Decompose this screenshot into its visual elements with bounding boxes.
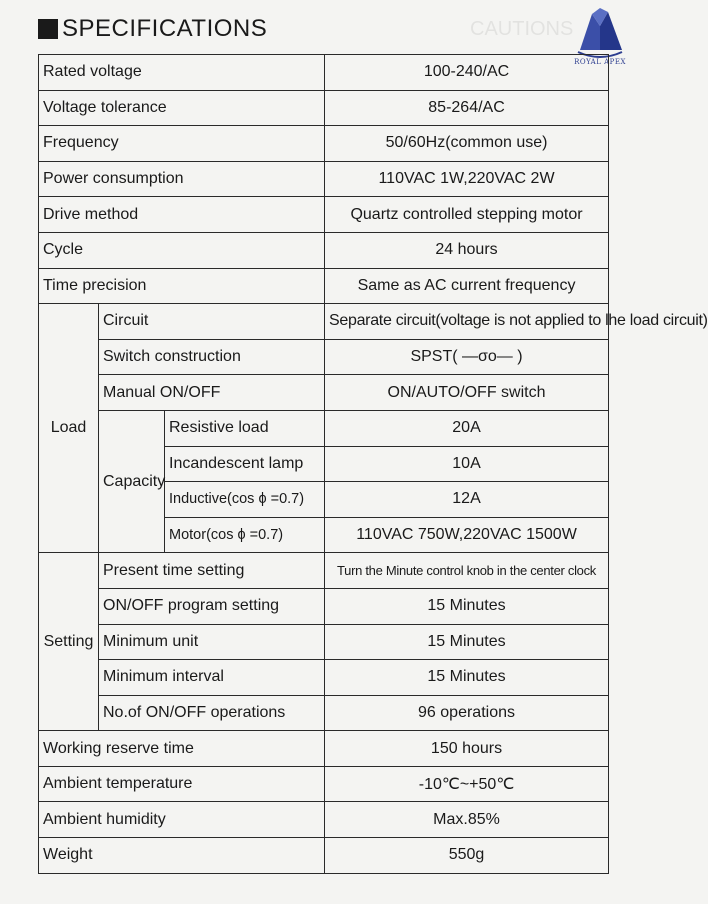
table-row bbox=[39, 90, 609, 126]
row-label: Motor(cos ϕ =0.7) bbox=[165, 517, 325, 553]
logo-text: ROYAL APEX bbox=[574, 58, 626, 66]
bullet-square bbox=[38, 19, 58, 39]
row-value: 24 hours bbox=[325, 232, 609, 268]
row-value: Turn the Minute control knob in the center clock bbox=[325, 553, 609, 589]
table-row bbox=[39, 410, 609, 446]
row-value: 15 Minutes bbox=[325, 588, 609, 624]
row-value: 12A bbox=[325, 482, 609, 518]
load-group-label: Load bbox=[39, 304, 99, 553]
row-label: Cycle bbox=[39, 232, 325, 268]
page-title: SPECIFICATIONS bbox=[62, 15, 268, 42]
row-value: 96 operations bbox=[325, 695, 609, 731]
row-label: Present time setting bbox=[99, 553, 325, 589]
row-label: Resistive load bbox=[165, 410, 325, 446]
row-label: Weight bbox=[39, 838, 325, 874]
row-value: SPST( —σo— ) bbox=[325, 339, 609, 375]
row-value: 20A bbox=[325, 410, 609, 446]
row-label: Working reserve time bbox=[39, 731, 325, 767]
row-value: 150 hours bbox=[325, 731, 609, 767]
row-value: Separate circuit(voltage is not applied to lhe load circuit) bbox=[325, 304, 609, 340]
table-row bbox=[39, 766, 609, 802]
row-label: Frequency bbox=[39, 126, 325, 162]
row-value: 85-264/AC bbox=[325, 90, 609, 126]
row-value: 50/60Hz(common use) bbox=[325, 126, 609, 162]
row-value: Max.85% bbox=[325, 802, 609, 838]
table-row bbox=[39, 588, 609, 624]
row-value: 100-240/AC bbox=[325, 55, 609, 91]
row-label: Manual ON/OFF bbox=[99, 375, 325, 411]
row-value: Quartz controlled stepping motor bbox=[325, 197, 609, 233]
row-value: -10℃~+50℃ bbox=[325, 766, 609, 802]
row-label: Drive method bbox=[39, 197, 325, 233]
table-row bbox=[39, 553, 609, 589]
row-label: Ambient humidity bbox=[39, 802, 325, 838]
row-label: Incandescent lamp bbox=[165, 446, 325, 482]
row-label: Time precision bbox=[39, 268, 325, 304]
table-row bbox=[39, 838, 609, 874]
row-value: 110VAC 1W,220VAC 2W bbox=[325, 161, 609, 197]
table-row bbox=[39, 624, 609, 660]
table-row bbox=[39, 731, 609, 767]
row-label: Minimum interval bbox=[99, 660, 325, 696]
table-row bbox=[39, 161, 609, 197]
capacity-group-label: Capacity bbox=[99, 410, 165, 552]
spec-page: CAUTIONS SPECIFICATIONS ROYAL APEX Rated voltage 100-240/AC Voltage tolerance 85-264/AC Frequency 50/60Hz(common use) Power consumption 110VAC 1W,220VAC 2W Drive method Quartz controlled stepping motor Cycle 24 hours Time precision Same as AC current frequency Load Circuit Separate circuit(voltage is not applied to lhe load circuit) Switch construction SPST( —σo— ) Manual ON/OFF ON/AUTO/OFF switch Capacity Resistive load 20A Incandescent lamp 10A Inductive(cos ϕ =0.7) 12A Motor(cos ϕ =0.7) 110VAC 750W,220VAC 1500W Setting Present time setting Turn the Minute control knob in the center clock ON/OFF program setting 15 Minutes Minimum unit 15 Minutes Minimum interval 15 Minutes No.of ON/OFF operations 96 operations Working reserve time 150 hours Ambient temperature -10℃~+50℃ Ambient humidity Max.85% Weight 550g bbox=[0, 0, 660, 904]
row-label: Ambient temperature bbox=[39, 766, 325, 802]
row-label: Switch construction bbox=[99, 339, 325, 375]
row-label: Inductive(cos ϕ =0.7) bbox=[165, 482, 325, 518]
row-value: 15 Minutes bbox=[325, 624, 609, 660]
row-value: 10A bbox=[325, 446, 609, 482]
table-row bbox=[39, 126, 609, 162]
row-value: 15 Minutes bbox=[325, 660, 609, 696]
row-value: Same as AC current frequency bbox=[325, 268, 609, 304]
table-row bbox=[39, 375, 609, 411]
building-logo-icon bbox=[572, 6, 628, 58]
row-label: Minimum unit bbox=[99, 624, 325, 660]
row-label: Voltage tolerance bbox=[39, 90, 325, 126]
row-label: Power consumption bbox=[39, 161, 325, 197]
table-row bbox=[39, 339, 609, 375]
table-row bbox=[39, 55, 609, 91]
table-row bbox=[39, 232, 609, 268]
table-row bbox=[39, 660, 609, 696]
table-row bbox=[39, 304, 609, 340]
table-row bbox=[39, 268, 609, 304]
table-row bbox=[39, 695, 609, 731]
table-row bbox=[39, 802, 609, 838]
row-label: No.of ON/OFF operations bbox=[99, 695, 325, 731]
row-label: ON/OFF program setting bbox=[99, 588, 325, 624]
section-header bbox=[38, 14, 267, 44]
setting-group-label: Setting bbox=[39, 553, 99, 731]
row-label: Circuit bbox=[99, 304, 325, 340]
specifications-table bbox=[38, 54, 708, 874]
row-label: Rated voltage bbox=[39, 55, 325, 91]
row-value: 110VAC 750W,220VAC 1500W bbox=[325, 517, 609, 553]
row-value: 550g bbox=[325, 838, 609, 874]
row-value: ON/AUTO/OFF switch bbox=[325, 375, 609, 411]
table-row bbox=[39, 197, 609, 233]
